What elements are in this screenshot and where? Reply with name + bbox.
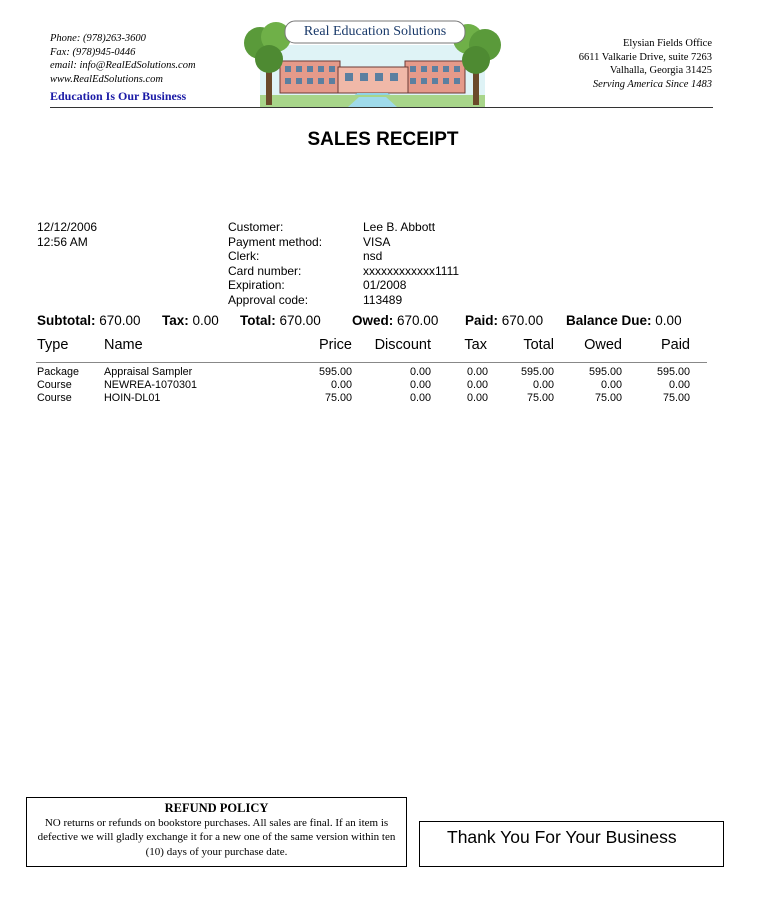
col-header-paid: Paid <box>660 337 690 353</box>
expiration-label: Expiration: <box>228 278 285 293</box>
company-logo <box>240 15 505 107</box>
card-number-value: xxxxxxxxxxxx1111 <box>363 263 460 278</box>
cell-paid: 75.00 <box>662 392 690 404</box>
col-header-name: Name <box>104 337 143 353</box>
contact-block <box>50 32 196 86</box>
cell-paid: 595.00 <box>656 366 690 378</box>
clerk-label: Clerk: <box>228 249 260 264</box>
col-header-type: Type <box>37 337 69 353</box>
cell-discount: 0.00 <box>409 366 431 378</box>
tax-summary <box>162 313 219 328</box>
customer-value: Lee B. Abbott <box>363 220 436 234</box>
col-header-total: Total <box>523 337 554 353</box>
tax-label: Tax: <box>162 313 189 328</box>
cell-owed: 75.00 <box>594 392 622 404</box>
cell-type: Course <box>37 379 72 391</box>
line-items <box>0 366 766 405</box>
cell-paid: 0.00 <box>668 379 690 391</box>
cell-total: 75.00 <box>526 392 554 404</box>
cell-tax: 0.00 <box>466 379 488 391</box>
cell-tax: 0.00 <box>466 366 488 378</box>
customer-label: Customer: <box>228 220 284 234</box>
receipt-date: 12/12/2006 <box>37 220 98 234</box>
subtotal-summary <box>37 313 141 328</box>
balance-summary <box>566 313 682 328</box>
col-header-owed: Owed <box>584 337 622 353</box>
website-text: www.RealEdSolutions.com <box>50 73 163 85</box>
approval-code-value: 113489 <box>363 292 403 307</box>
office-name: Elysian Fields Office <box>622 38 712 49</box>
owed-value: 670.00 <box>397 313 439 328</box>
receipt-time: 12:56 AM <box>37 234 88 249</box>
balance-label: Balance Due: <box>566 313 652 328</box>
city-address: Valhalla, Georgia 31425 <box>609 65 712 76</box>
page-title: SALES RECEIPT <box>307 129 459 150</box>
cell-type: Package <box>37 366 80 378</box>
thank-you-text: Thank You For Your Business <box>447 827 677 847</box>
cell-discount: 0.00 <box>409 392 431 404</box>
receipt-datetime <box>37 220 97 249</box>
table-row <box>0 366 766 379</box>
street-address: 6611 Valkarie Drive, suite 7263 <box>578 51 712 63</box>
receipt-labels <box>228 220 322 308</box>
table-divider <box>36 362 707 363</box>
owed-summary <box>352 313 438 328</box>
cell-name: HOIN-DL01 <box>104 392 161 404</box>
since-text: Serving America Since 1483 <box>592 78 712 90</box>
receipt-values <box>363 220 459 308</box>
cell-owed: 0.00 <box>600 379 622 391</box>
thank-you-box <box>419 821 724 867</box>
col-header-price: Price <box>318 337 352 353</box>
table-row <box>0 379 766 392</box>
phone-text: Phone: (978)263-3600 <box>50 33 146 44</box>
fax-text: Fax: (978)945-0446 <box>50 46 136 58</box>
cell-total: 595.00 <box>520 366 554 378</box>
payment-method-value: VISA <box>363 234 391 249</box>
paid-summary <box>465 313 543 328</box>
cell-name: NEWREA-1070301 <box>104 379 198 391</box>
subtotal-label: Subtotal: <box>37 313 96 328</box>
refund-policy-title: REFUND POLICY <box>164 801 269 815</box>
company-motto: Education Is Our Business <box>50 89 187 103</box>
total-summary <box>240 313 321 328</box>
col-header-tax: Tax <box>464 337 487 353</box>
balance-value: 0.00 <box>655 313 682 328</box>
tax-value: 0.00 <box>192 313 219 328</box>
cell-owed: 595.00 <box>588 366 622 378</box>
paid-value: 670.00 <box>501 313 544 328</box>
table-row <box>0 392 766 405</box>
owed-label: Owed: <box>352 313 394 328</box>
subtotal-value: 670.00 <box>99 313 141 328</box>
paid-label: Paid: <box>465 313 499 328</box>
cell-price: 595.00 <box>318 366 352 378</box>
card-number-label: Card number: <box>228 263 302 278</box>
cell-price: 0.00 <box>330 379 352 391</box>
total-value: 670.00 <box>279 313 321 328</box>
expiration-value: 01/2008 <box>363 278 407 293</box>
cell-tax: 0.00 <box>466 392 488 404</box>
address-block <box>579 37 712 91</box>
cell-name: Appraisal Sampler <box>104 366 193 378</box>
cell-type: Course <box>37 392 72 404</box>
approval-code-label: Approval code: <box>228 292 309 307</box>
total-label: Total: <box>240 313 276 328</box>
cell-total: 0.00 <box>532 379 554 391</box>
cell-price: 75.00 <box>324 392 352 404</box>
clerk-value: nsd <box>363 249 383 264</box>
refund-policy-text: NO returns or refunds on bookstore purchases. All sales are final. If an item is defective we will gladly exchange it for a new one of the same version within ten (10) days of your purchase date. <box>37 816 396 858</box>
cell-discount: 0.00 <box>409 379 431 391</box>
payment-method-label: Payment method: <box>228 234 323 249</box>
refund-policy-box <box>26 797 407 867</box>
email-text: email: info@RealEdSolutions.com <box>50 60 196 71</box>
header-divider <box>50 107 713 108</box>
logo-text: Real Education Solutions <box>303 24 447 39</box>
col-header-discount: Discount <box>374 337 431 353</box>
